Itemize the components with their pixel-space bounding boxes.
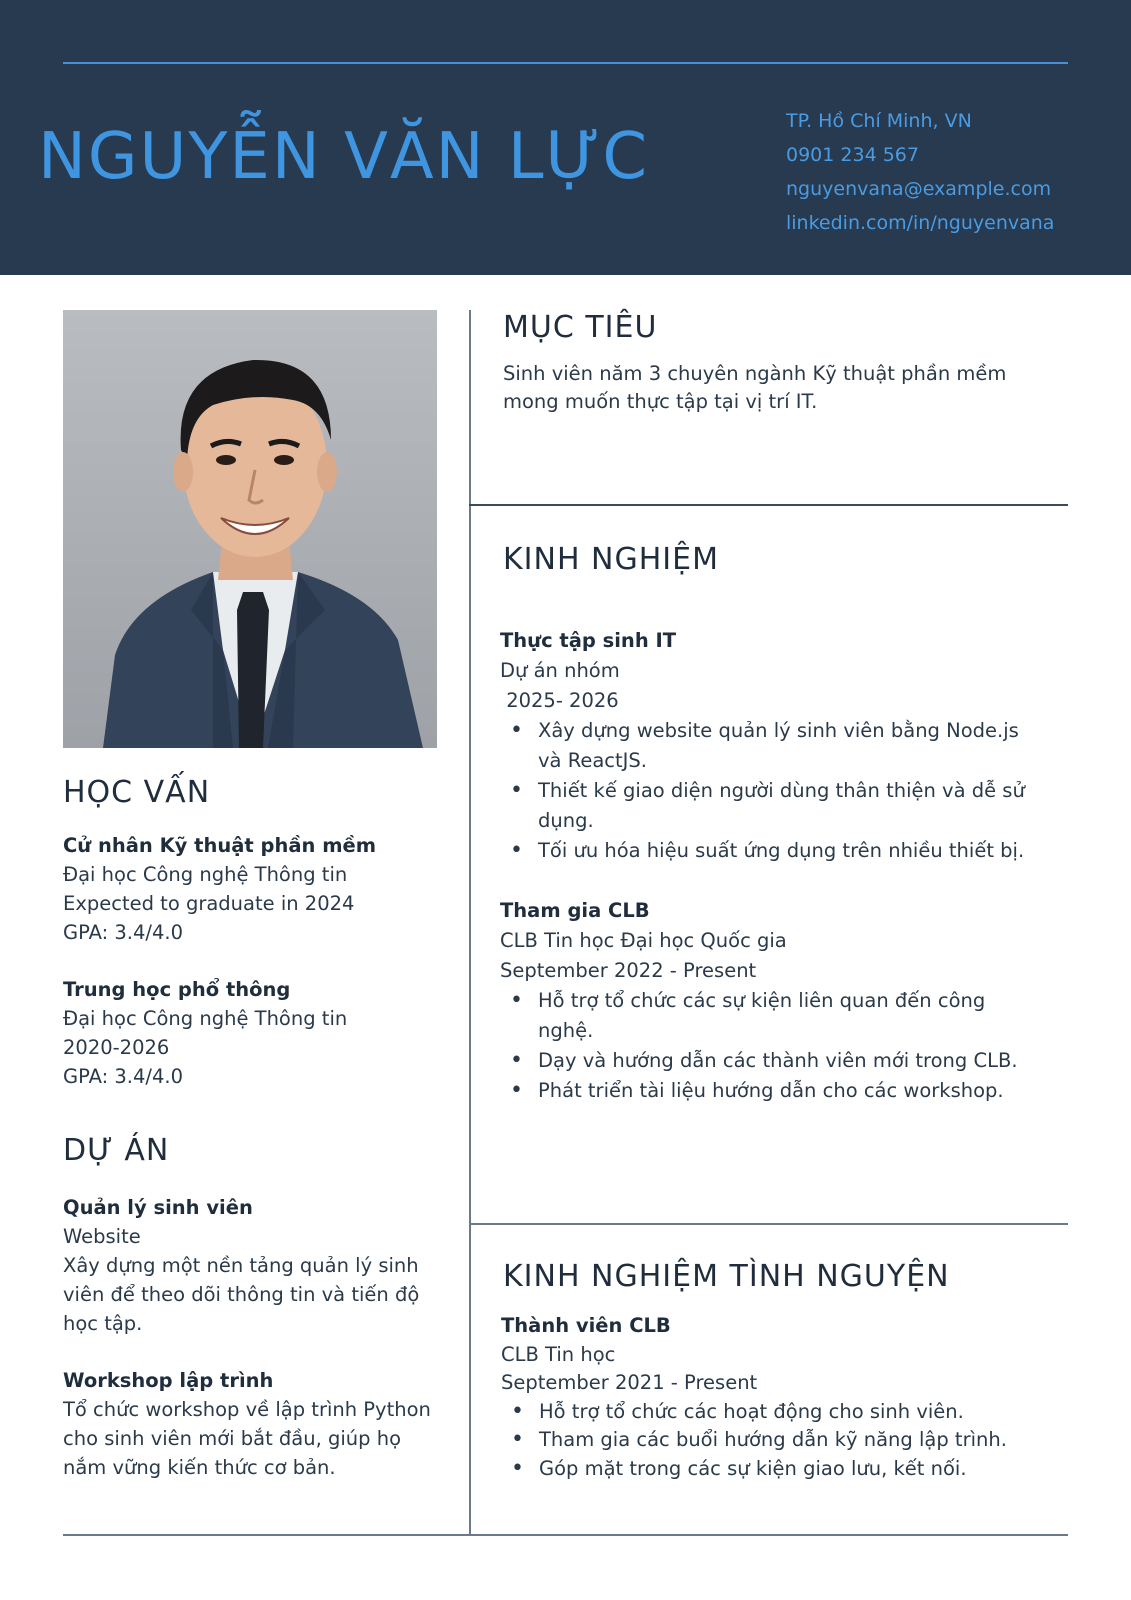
education-school: Đại học Công nghệ Thông tin — [63, 863, 348, 886]
contact-email[interactable]: nguyenvana@example.com — [786, 178, 1052, 200]
education-title: HỌC VẤN — [63, 775, 211, 810]
contact-location: TP. Hồ Chí Minh, VN — [786, 110, 972, 132]
section-divider — [469, 1223, 1068, 1225]
education-list — [63, 831, 453, 1091]
education-degree: Trung học phổ thông — [63, 978, 291, 1001]
list-item: • Góp mặt trong các sự kiện giao lưu, kết nối. — [501, 1455, 1041, 1484]
project-name: Workshop lập trình — [63, 1369, 274, 1392]
education-date: 2020-2026 — [63, 1036, 170, 1059]
education-school: Đại học Công nghệ Thông tin — [63, 1007, 348, 1030]
projects-list — [63, 1193, 448, 1482]
education-degree: Cử nhân Kỹ thuật phần mềm — [63, 834, 377, 857]
contact-info — [786, 104, 1054, 240]
project-type: Website — [63, 1225, 141, 1248]
profile-photo — [63, 310, 437, 748]
experience-date: 2025- 2026 — [500, 689, 619, 712]
project-desc: Tổ chức workshop về lập trình Python cho sinh viên mới bắt đầu, giúp họ nắm vững kiến thức cơ bản. — [63, 1398, 431, 1479]
portrait-illustration — [63, 310, 437, 748]
candidate-name: NGUYỄN VĂN LỰC — [38, 120, 650, 194]
volunteer-role: Thành viên CLB — [501, 1314, 671, 1337]
objective-title: MỤC TIÊU — [503, 310, 658, 345]
volunteer-list — [501, 1312, 1041, 1483]
header-banner — [0, 0, 1131, 275]
list-item: • Tham gia các buổi hướng dẫn kỹ năng lập trình. — [501, 1426, 1041, 1455]
contact-linkedin[interactable]: linkedin.com/in/nguyenvana — [786, 212, 1055, 234]
education-date: Expected to graduate in 2024 — [63, 892, 355, 915]
education-gpa: GPA: 3.4/4.0 — [63, 921, 183, 944]
list-item: • Xây dựng website quản lý sinh viên bằng Node.js và ReactJS. — [500, 716, 1030, 776]
education-gpa: GPA: 3.4/4.0 — [63, 1065, 183, 1088]
list-item: • Hỗ trợ tổ chức các sự kiện liên quan đến công nghệ. — [500, 986, 1030, 1046]
volunteer-bullets — [501, 1398, 1041, 1484]
experience-role: Tham gia CLB — [500, 899, 650, 922]
project-name: Quản lý sinh viên — [63, 1196, 253, 1219]
objective-text: Sinh viên năm 3 chuyên ngành Kỹ thuật phần mềm mong muốn thực tập tại vị trí IT. — [503, 362, 1007, 413]
header-divider — [63, 62, 1068, 64]
list-item: • Tối ưu hóa hiệu suất ứng dụng trên nhiều thiết bị. — [500, 836, 1030, 866]
project-desc: Xây dựng một nền tảng quản lý sinh viên để theo dõi thông tin và tiến độ học tập. — [63, 1254, 420, 1335]
experience-bullets — [500, 716, 1030, 866]
list-item: • Phát triển tài liệu hướng dẫn cho các workshop. — [500, 1076, 1030, 1106]
list-item: • Thiết kế giao diện người dùng thân thiện và dễ sử dụng. — [500, 776, 1030, 836]
volunteer-title: KINH NGHIỆM TÌNH NGUYỆN — [503, 1259, 950, 1294]
projects-title: DỰ ÁN — [63, 1133, 170, 1168]
volunteer-org: CLB Tin học — [501, 1342, 616, 1366]
section-divider — [469, 504, 1068, 506]
footer-divider — [63, 1534, 1068, 1536]
experience-org: Dự án nhóm — [500, 659, 620, 682]
experience-list — [500, 626, 1030, 1106]
column-divider — [469, 310, 471, 1535]
experience-date: September 2022 - Present — [500, 959, 757, 982]
experience-role: Thực tập sinh IT — [500, 629, 677, 652]
list-item: • Hỗ trợ tổ chức các hoạt động cho sinh viên. — [501, 1398, 1041, 1427]
list-item: • Dạy và hướng dẫn các thành viên mới trong CLB. — [500, 1046, 1030, 1076]
contact-phone[interactable]: 0901 234 567 — [786, 144, 919, 166]
volunteer-date: September 2021 - Present — [501, 1371, 758, 1394]
experience-title: KINH NGHIỆM — [503, 542, 719, 577]
experience-org: CLB Tin học Đại học Quốc gia — [500, 929, 787, 952]
experience-bullets — [500, 986, 1030, 1106]
